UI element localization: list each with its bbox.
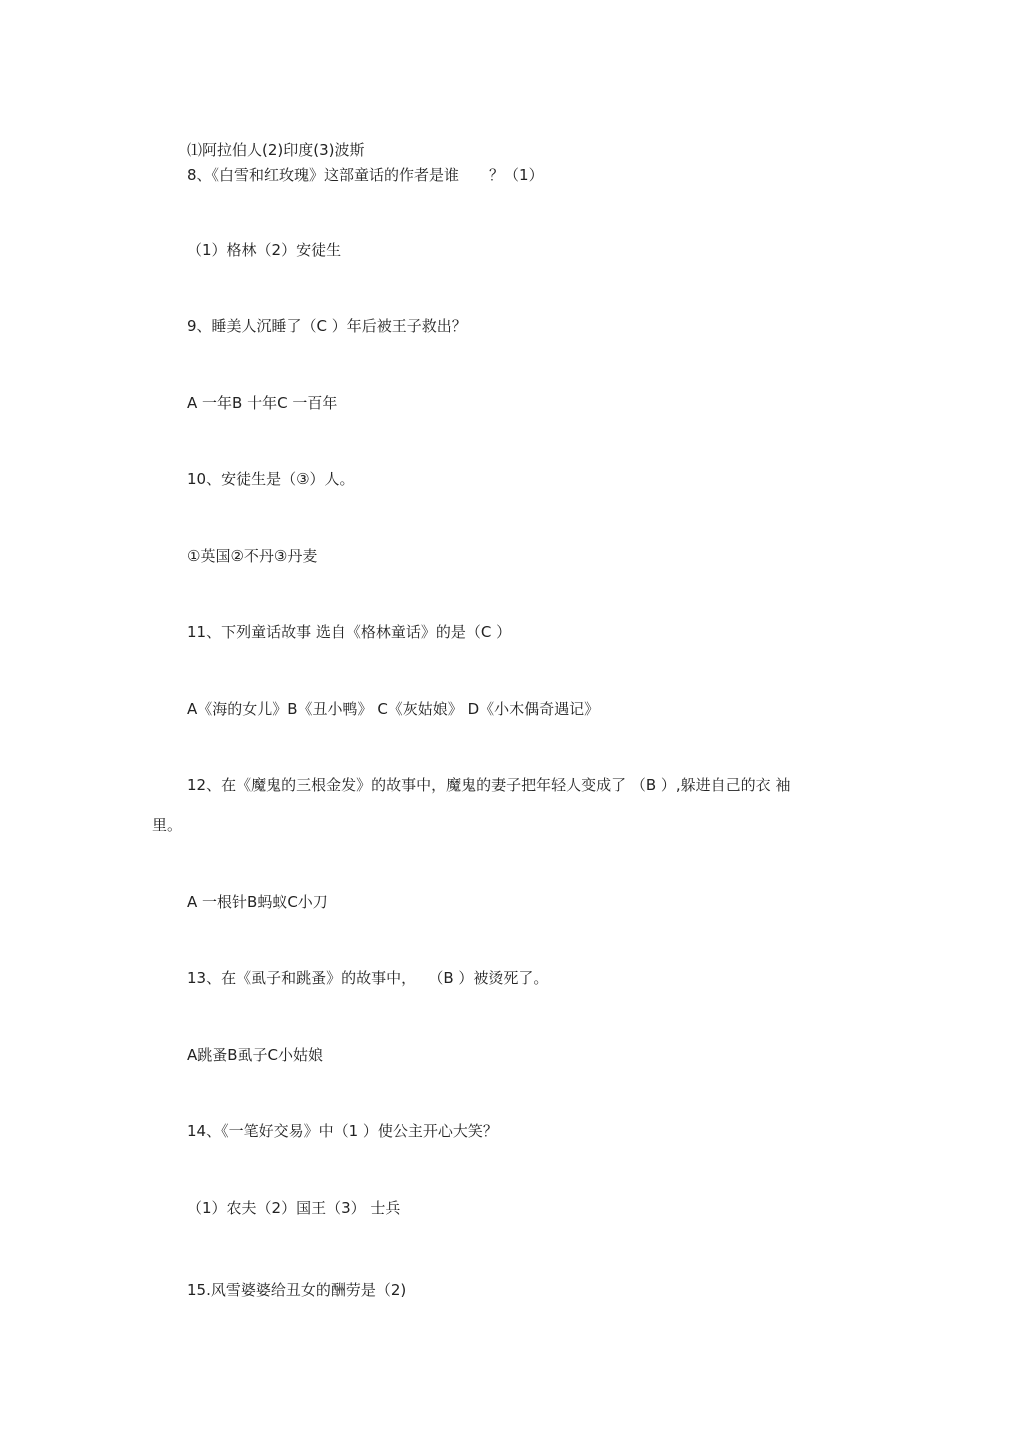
options-q13: A跳蚤B虱子C小姑娘 [187, 1046, 324, 1064]
options-q14: （1）农夫（2）国王（3） 士兵 [187, 1199, 401, 1217]
question-14: 14、《一笔好交易》中（1 ）使公主开心大笑？ [187, 1122, 498, 1140]
question-11: 11、下列童话故事 选自《格林童话》的是（C ） [187, 623, 512, 641]
question-9: 9、睡美人沉睡了（C ）年后被王子救出？ [187, 317, 467, 335]
options-q8: （1）格林（2）安徒生 [187, 241, 342, 259]
question-12: 12、在《魔鬼的三根金发》的故事中，魔鬼的妻子把年轻人变成了 （B ）,躲进自己的衣 袖 [187, 776, 791, 794]
options-q12: A 一根针B蚂蚁C小刀 [187, 893, 328, 911]
question-12-continuation: 里。 [152, 816, 183, 834]
options-q9: A 一年B 十年C 一百年 [187, 394, 338, 412]
question-10: 10、安徒生是（③）人。 [187, 470, 355, 488]
options-q11: A《海的女儿》B《丑小鸭》 C《灰姑娘》 D《小木偶奇遇记》 [187, 700, 600, 718]
question-13: 13、在《虱子和跳蚤》的故事中， （B ）被烫死了。 [187, 969, 549, 987]
question-8: 8、《白雪和红玫瑰》这部童话的作者是谁 ？（1） [187, 166, 544, 184]
options-q7: ⑴阿拉伯人(2)印度(3)波斯 [187, 141, 365, 159]
question-15: 15.风雪婆婆给丑女的酬劳是（2) [187, 1281, 407, 1299]
options-q10: ①英国②不丹③丹麦 [187, 547, 318, 565]
